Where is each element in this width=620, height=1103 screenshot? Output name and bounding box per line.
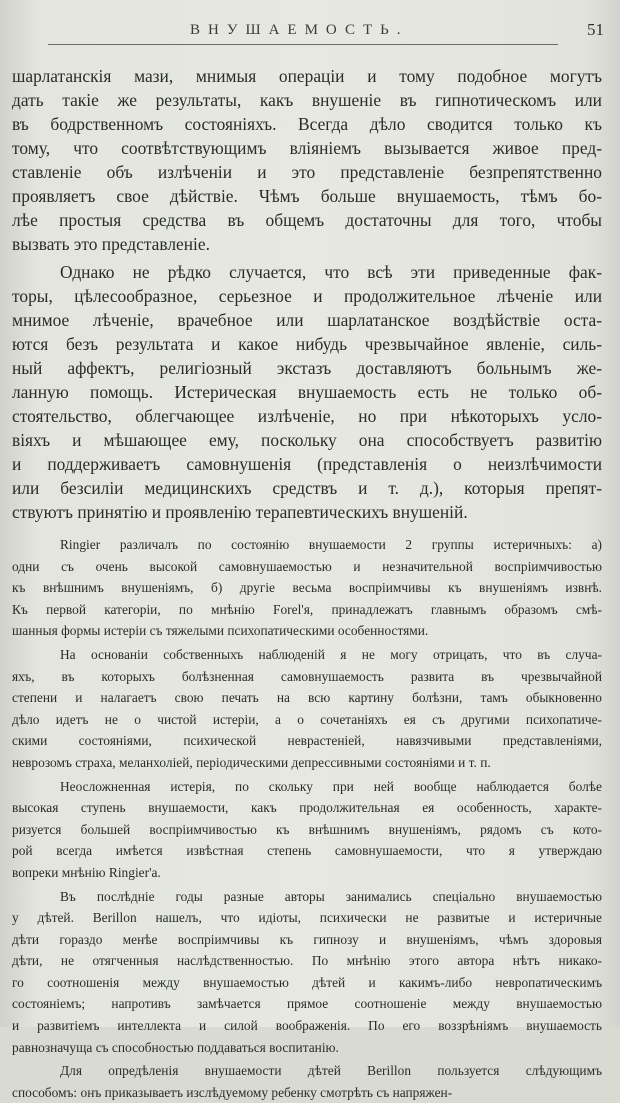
running-title: ВНУШАЕМОСТЬ.: [190, 22, 409, 38]
text-line: лѣе простыя средства въ общемъ достаточны для того, чтобы: [12, 210, 602, 230]
text-line: ный аффектъ, религіозный экстазъ доставляютъ больнымъ же-: [12, 358, 602, 378]
text-line: дѣти гораздо менѣе воспріимчивы къ гипнозу и внушеніямъ, чѣмъ здоровыя: [12, 931, 602, 947]
text-line: у дѣтей. Berillon нашелъ, что идіоты, психически не развитые и истеричные: [12, 910, 602, 926]
text-line: и развитіемъ интеллекта и силой воображенія. По его воззрѣніямъ внушаемость: [12, 1018, 602, 1034]
text-line: равнозначуща съ способностью поддаваться воспитанію.: [12, 1039, 339, 1055]
body-text: [12, 64, 602, 1103]
paragraph: [12, 1060, 602, 1103]
text-line: и поддерживаетъ самовнушенія (представленія о неизлѣчимости: [12, 454, 602, 474]
text-line: вопреки мнѣнію Ringier'а.: [12, 864, 161, 880]
text-line: віяхъ и мѣшающее ему, поскольку она способствуетъ развитію: [12, 430, 602, 450]
page-header: [48, 20, 604, 46]
text-line: тому, что соотвѣтствующимъ вліяніемъ вызывается живое пред-: [12, 138, 602, 158]
text-line: къ внѣшнимъ внушеніямъ, б) другіе весьма воспріимчивы къ внушеніямъ извнѣ.: [12, 580, 602, 596]
text-line: Въ послѣдніе годы разные авторы занимались спеціально внушаемостью: [60, 888, 602, 904]
text-line: Къ первой категоріи, по мнѣнію Forel'я, принадлежатъ главнымъ образомъ смѣ-: [12, 601, 602, 617]
paragraph: [12, 776, 602, 884]
text-line: въ бодрственномъ состояніяхъ. Всегда дѣло сводится только къ: [12, 114, 602, 134]
text-line: яхъ, въ которыхъ болѣзненная самовнушаемость развита въ чрезвычайной: [12, 668, 602, 684]
text-line: дѣло идетъ не о чистой истеріи, а о сочетаніяхъ ея съ другими психопатиче-: [12, 711, 602, 727]
text-line: стоятельство, облегчающее излѣченіе, но при нѣкоторыхъ усло-: [12, 406, 602, 426]
text-line: торы, цѣлесообразное, серьезное и продолжительное лѣченіе или: [12, 286, 602, 306]
text-line: ствуютъ принятію и проявленію терапевтическихъ внушеній.: [12, 502, 468, 522]
text-line: неврозомъ страха, меланхоліей, періодическими депрессивными состояніями и т. п.: [12, 754, 491, 770]
text-line: го соотношенія между внушаемостью дѣтей и какимъ-либо невропатическимъ: [12, 974, 602, 990]
text-line: ланную помощь. Истерическая внушаемость есть не только об-: [12, 382, 602, 402]
text-line: дѣти, не отягченныя наслѣдственностью. По мнѣнію этого автора нѣтъ никако-: [12, 953, 602, 969]
text-line: Неосложненная истерія, по скольку при ней вообще наблюдается болѣе: [60, 778, 602, 794]
text-line: На основаніи собственныхъ наблюденій я не могу отрицать, что въ случа-: [60, 646, 602, 662]
text-line: состояніемъ; напротивъ замѣчается прямое соотношеніе между внушаемостью: [12, 996, 602, 1012]
text-line: степени и налагаетъ свою печать на всю картину болѣзни, тамъ обыкновенно: [12, 690, 602, 706]
header-rule: [48, 44, 558, 45]
text-line: скими состояніями, психической неврастеніей, навязчивыми представленіями,: [12, 733, 602, 749]
text-line: ризуется большей воспріимчивостью къ внѣшнимъ внушеніямъ, рядомъ съ кото-: [12, 821, 602, 837]
text-line: ются безъ результата и какое нибудь чрезвычайное явленіе, силь-: [12, 334, 602, 354]
paragraph: [12, 260, 602, 524]
text-line: или безсиліи медицинскихъ средствъ и т. д.), которыя препят-: [12, 478, 602, 498]
text-line: Однако не рѣдко случается, что всѣ эти приведенные фак-: [60, 262, 602, 282]
page-number: 51: [587, 20, 604, 39]
text-line: рой всегда имѣется извѣстная степень самовнушаемости, что я утверждаю: [12, 843, 602, 859]
text-line: Для опредѣленія внушаемости дѣтей Berillon пользуется слѣдующимъ: [60, 1063, 602, 1079]
text-line: способомъ: онъ приказываетъ изслѣдуемому ребенку смотрѣть съ напряжен-: [12, 1084, 453, 1100]
text-line: мнимое лѣченіе, врачебное или шарлатанское воздѣйствіе оста-: [12, 310, 602, 330]
text-line: ставленіе объ излѣченіи и это представленіе безпрепятственно: [12, 162, 602, 182]
text-line: вызвать это представленіе.: [12, 234, 210, 254]
paragraph: [12, 64, 602, 256]
paragraph: [12, 534, 602, 642]
text-line: одни съ очень высокой самовнушаемостью и незначительной воспріимчивостью: [12, 558, 602, 574]
text-line: шарлатанскія мази, мнимыя операціи и тому подобное могутъ: [12, 66, 602, 86]
paragraph: [12, 644, 602, 774]
paragraph: [12, 886, 602, 1059]
text-line: шанныя формы истеріи съ тяжелыми психопатическими особенностями.: [12, 623, 429, 639]
text-line: дать такіе же результаты, какъ внушеніе въ гипнотическомъ или: [12, 90, 602, 110]
text-line: Ringier различалъ по состоянію внушаемости 2 группы истеричныхъ: а): [60, 537, 602, 552]
text-line: высокая ступень внушаемости, какъ продолжительная ея особенность, характе-: [12, 800, 602, 816]
text-line: проявляетъ свое дѣйствіе. Чѣмъ больше внушаемость, тѣмъ бо-: [12, 186, 602, 206]
